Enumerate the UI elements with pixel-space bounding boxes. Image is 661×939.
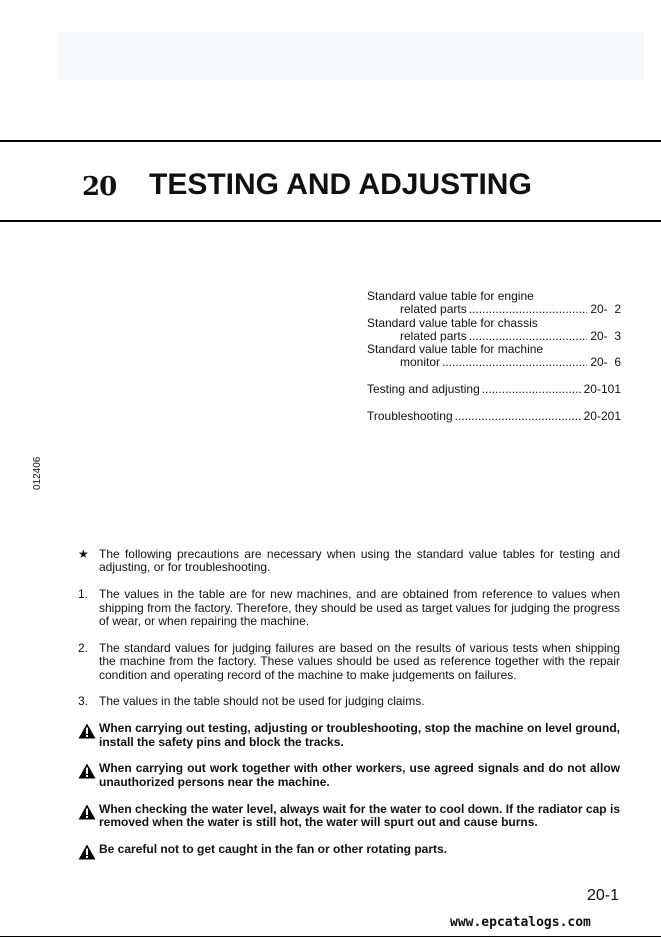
intro-note	[78, 548, 620, 575]
toc-page: 20- 2	[590, 302, 621, 317]
toc-leader	[469, 330, 588, 343]
warning-text: When checking the water level, always wait for the water to cool down. If the radiator cap is removed when the water is still hot, the water will spurt out and cause burns.	[99, 801, 620, 830]
top-rule	[0, 140, 661, 142]
warning-triangle-icon	[78, 803, 99, 830]
toc-page: 20-201	[583, 408, 621, 423]
toc-entry[interactable]	[367, 290, 621, 317]
list-marker: 3.	[78, 694, 89, 709]
warning-text: When carrying out testing, adjusting or troubleshooting, stop the machine on level ground, install the safety pins and block the tracks.	[99, 721, 620, 749]
toc-page: 20-101	[583, 382, 621, 397]
toc-page: 20- 3	[590, 328, 621, 343]
intro-text: The following precautions are necessary when using the standard value tables for testing and adjusting, or for troubleshooting.	[99, 547, 620, 575]
bottom-rule	[0, 936, 661, 937]
side-document-code: 012406	[32, 456, 43, 490]
toc-label: Standard value table for machine	[367, 342, 544, 357]
toc-label: Standard value table for chassis	[367, 315, 538, 330]
warning-triangle-icon	[78, 843, 99, 860]
toc-entry[interactable]	[367, 410, 621, 423]
warning	[78, 722, 620, 749]
chapter-number: 20	[82, 172, 117, 202]
toc-label: related parts	[400, 328, 467, 343]
list-item	[78, 642, 620, 682]
list-marker: 1.	[78, 587, 89, 602]
toc-label: Standard value table for engine	[367, 289, 534, 303]
table-of-contents	[367, 290, 621, 423]
list-item-text: The values in the table are for new machines, and are obtained from reference to values when shipping from the factory. Therefore, they should be used as target values for judging the progress of wear, or when repairing the machine.	[99, 587, 620, 629]
toc-label: Testing and adjusting	[367, 382, 480, 397]
toc-entry[interactable]	[367, 343, 621, 370]
toc-leader	[455, 410, 581, 423]
header-band	[58, 32, 644, 80]
toc-leader	[482, 383, 581, 396]
list-item-text: The standard values for judging failures are based on the results of various tests when shipping the machine from the factory. These values should be used as reference together with the repair condition and operating record of the machine to make judgements on failures.	[99, 640, 620, 682]
toc-page: 20- 6	[590, 355, 621, 370]
warning-triangle-icon	[78, 762, 99, 789]
list-item	[78, 695, 620, 708]
warning-triangle-icon	[78, 722, 99, 749]
toc-entry[interactable]	[367, 383, 621, 396]
toc-label: Troubleshooting	[367, 408, 453, 423]
toc-label: related parts	[400, 302, 467, 317]
precautions	[78, 548, 620, 873]
page-number: 20-1	[587, 887, 620, 904]
list-marker: 2.	[78, 640, 89, 655]
warning	[78, 803, 620, 830]
warning-text: When carrying out work together with other workers, use agreed signals and do not allow unauthorized persons near the machine.	[99, 761, 620, 789]
list-item	[78, 588, 620, 628]
warning	[78, 762, 620, 789]
watermark-link[interactable]: www.epcatalogs.com	[450, 915, 591, 930]
warning-text: Be careful not to get caught in the fan or other rotating parts.	[99, 841, 448, 856]
star-marker: ★	[78, 547, 89, 561]
toc-leader	[442, 356, 587, 369]
toc-leader	[469, 303, 588, 316]
toc-label: monitor	[400, 355, 441, 370]
toc-entry[interactable]	[367, 317, 621, 344]
chapter-title: TESTING AND ADJUSTING	[149, 168, 532, 201]
list-item-text: The values in the table should not be used for judging claims.	[99, 694, 425, 709]
warning	[78, 843, 620, 860]
title-rule	[0, 220, 661, 222]
